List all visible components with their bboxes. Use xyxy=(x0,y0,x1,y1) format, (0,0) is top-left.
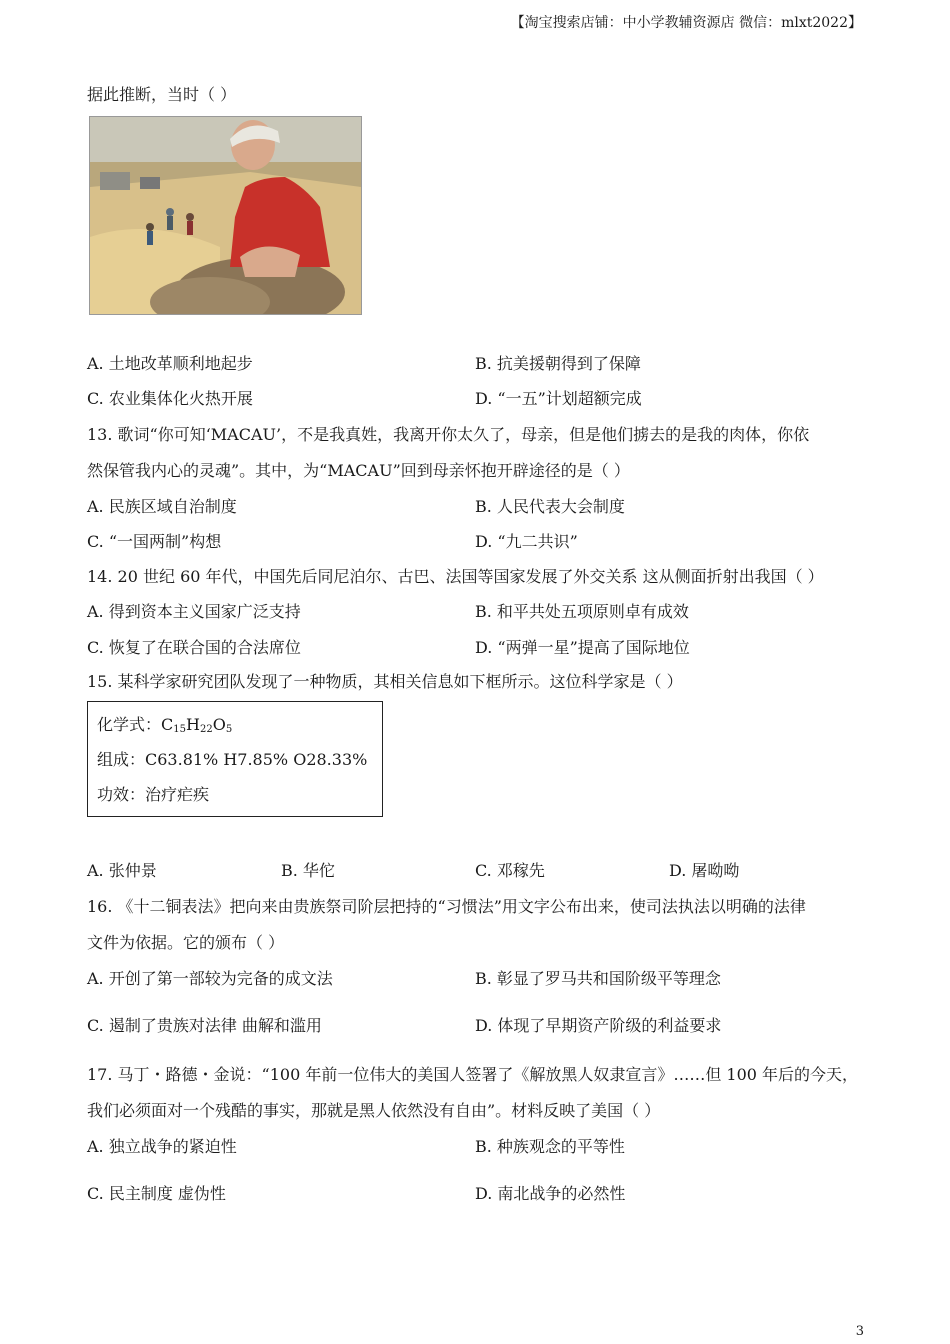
q12-option-b[interactable]: B. 抗美援朝得到了保障 xyxy=(475,354,641,373)
q15-option-c[interactable]: C. 邓稼先 xyxy=(475,861,545,880)
q12-stem-tail: 据此推断，当时（ ） xyxy=(87,85,237,104)
q17-stem-line1: 17. 马丁・路德・金说：“100 年前一位伟大的美国人签署了《解放黑人奴隶宣言》……但 100 年后的今天， xyxy=(87,1065,859,1084)
q13-stem-line1: 13. 歌词“你可知‘MACAU’，不是我真姓，我离开你太久了，母亲，但是他们掳去的是我的肉体，你依 xyxy=(87,425,810,444)
harvest-poster-image xyxy=(89,116,362,315)
q13-option-a[interactable]: A. 民族区域自治制度 xyxy=(87,497,237,516)
q14-option-a[interactable]: A. 得到资本主义国家广泛支持 xyxy=(87,602,301,621)
q15-stem: 15. 某科学家研究团队发现了一种物质，其相关信息如下框所示。这位科学家是（ ） xyxy=(87,672,683,691)
page-header: 【淘宝搜索店铺：中小学教辅资源店 微信：mlxt2022】 xyxy=(510,15,862,31)
q17-option-a[interactable]: A. 独立战争的紧迫性 xyxy=(87,1137,237,1156)
q14-option-d[interactable]: D. “两弹一星”提高了国际地位 xyxy=(475,638,690,657)
q16-option-a[interactable]: A. 开创了第一部较为完备的成文法 xyxy=(87,969,333,988)
q15-option-b[interactable]: B. 华佗 xyxy=(281,861,335,880)
q16-option-c[interactable]: C. 遏制了贵族对法律 曲解和滥用 xyxy=(87,1016,322,1035)
q13-stem-line2: 然保管我内心的灵魂”。其中，为“MACAU”回到母亲怀抱开辟途径的是（ ） xyxy=(87,461,630,480)
q14-option-c[interactable]: C. 恢复了在联合国的合法席位 xyxy=(87,638,301,657)
q16-option-d[interactable]: D. 体现了早期资产阶级的利益要求 xyxy=(475,1016,722,1035)
q13-option-b[interactable]: B. 人民代表大会制度 xyxy=(475,497,625,516)
page-number: 3 xyxy=(855,1324,864,1339)
q15-option-d[interactable]: D. 屠呦呦 xyxy=(669,861,740,880)
efficacy: 功效：治疗疟疾 xyxy=(97,785,210,804)
poster-illustration xyxy=(90,117,361,314)
q17-option-c[interactable]: C. 民主制度 虚伪性 xyxy=(87,1184,226,1203)
q12-option-d[interactable]: D. “一五”计划超额完成 xyxy=(475,389,642,408)
q13-option-d[interactable]: D. “九二共识” xyxy=(475,532,578,551)
q16-stem-line1: 16. 《十二铜表法》把向来由贵族祭司阶层把持的“习惯法”用文字公布出来，使司法执法以明确的法律 xyxy=(87,897,806,916)
q14-option-b[interactable]: B. 和平共处五项原则卓有成效 xyxy=(475,602,689,621)
q17-option-b[interactable]: B. 种族观念的平等性 xyxy=(475,1137,625,1156)
q13-option-c[interactable]: C. “一国两制”构想 xyxy=(87,532,222,551)
q16-stem-line2: 文件为依据。它的颁布（ ） xyxy=(87,933,285,952)
q12-option-a[interactable]: A. 土地改革顺利地起步 xyxy=(87,354,253,373)
q15-option-a[interactable]: A. 张仲景 xyxy=(87,861,157,880)
composition: 组成：C63.81% H7.85% O28.33% xyxy=(97,750,368,769)
q17-option-d[interactable]: D. 南北战争的必然性 xyxy=(475,1184,626,1203)
q17-stem-line2: 我们必须面对一个残酷的事实，那就是黑人依然没有自由”。材料反映了美国（ ） xyxy=(87,1101,661,1120)
q16-option-b[interactable]: B. 彰显了罗马共和国阶级平等理念 xyxy=(475,969,721,988)
q14-stem: 14. 20 世纪 60 年代，中国先后同尼泊尔、古巴、法国等国家发展了外交关系 这从侧面折射出我国（ ） xyxy=(87,567,824,586)
chemical-formula: 化学式：$C_{15}H_{22}O_5$ xyxy=(97,715,233,735)
substance-info-box xyxy=(87,701,383,817)
q12-option-c[interactable]: C. 农业集体化火热开展 xyxy=(87,389,253,408)
